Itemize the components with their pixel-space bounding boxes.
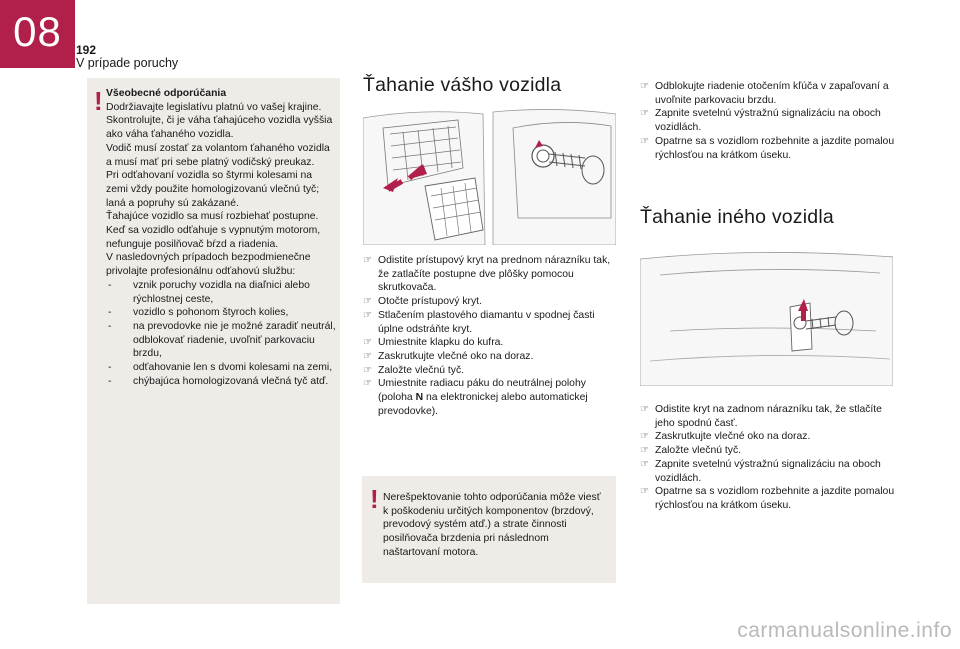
list-item: ☞ Odistite kryt na zadnom nárazníku tak, že stlačíte jeho spodnú časť. (640, 404, 882, 429)
paragraph: Pri odťahovaní vozidla so štyrmi kolesami na zemi vždy použite homologizovanú vlečnú tyč; laná a popruhy sú zakázané. (106, 170, 320, 209)
list-item: - chýbajúca homologizovaná vlečná tyč atď. (108, 375, 329, 387)
list-item: ☞ Zaskrutkujte vlečné oko na doraz. (640, 431, 811, 443)
list-item: ☞ Zaskrutkujte vlečné oko na doraz. (363, 350, 534, 362)
tow-other-vehicle-heading: Ťahanie iného vozidla (640, 206, 834, 228)
list-item: ☞ Opatrne sa s vozidlom rozbehnite a jazdite pomalou rýchlosťou na krátkom úseku. (640, 486, 895, 511)
tow-other-steps (640, 403, 898, 513)
tow-own-warning-text: Nerešpektovanie tohto odporúčania môže viesť k poškodeniu určitých komponentov (brzdový, prevodový systém atď.) a strate činnosti posilňovača brzdenia pri následnom naštartovaní motora. (383, 492, 601, 558)
section-title: V prípade poruchy (76, 56, 179, 70)
list-item: ☞ Umiestnite klapku do kufra. (363, 337, 504, 349)
paragraph: V nasledovných prípadoch bezpodmienečne privolajte profesionálnu odťahovú službu: (106, 252, 311, 278)
tow-own-steps-continued (640, 80, 898, 162)
list-item: ☞ Založte vlečnú tyč. (640, 445, 742, 457)
hand-pointer-icon: ☞ (640, 108, 649, 120)
hand-pointer-icon: ☞ (363, 296, 372, 308)
paragraph: Vodič musí zostať za volantom ťahaného vozidla a musí mať pri sebe platný vodičský preukaz. (106, 142, 330, 168)
list-item: ☞ Zapnite svetelnú výstražnú signalizáciu na oboch vozidlách. (640, 108, 881, 134)
rear-tow-eye-drawing (640, 251, 893, 386)
paragraph: Keď sa vozidlo odťahuje s vypnutým motorom, nefunguje posilňovač bŕzd a riadenia. (106, 225, 321, 250)
hand-pointer-icon: ☞ (640, 445, 649, 457)
list-item: ☞ Umiestnite radiacu páku do neutrálnej polohy (poloha N na elektronickej alebo automatickej prevodovke). (363, 378, 588, 417)
exclamation-icon: ! (94, 86, 103, 116)
hand-pointer-icon: ☞ (363, 309, 372, 321)
hand-pointer-icon: ☞ (363, 337, 372, 349)
list-item: ☞ Otočte prístupový kryt. (363, 296, 482, 308)
list-item: ☞ Odblokujte riadenie otočením kľúča v zapaľovaní a uvoľnite parkovaciu brzdu. (640, 81, 889, 106)
front-tow-eye-drawing (363, 108, 616, 245)
list-item: ☞ Založte vlečnú tyč. (363, 364, 465, 376)
list-item: - odťahovanie len s dvomi kolesami na zemi, (108, 362, 333, 374)
hand-pointer-icon: ☞ (363, 350, 372, 362)
hand-pointer-icon: ☞ (363, 364, 372, 376)
paragraph: Skontrolujte, či je váha ťahajúceho vozidla vyššia ako váha ťahaného vozidla. (106, 115, 333, 141)
list-item: ☞ Odistite prístupový kryt na prednom nárazníku tak, že zatlačíte postupne dve plôšky pomocou skrutkovača. (363, 255, 611, 294)
page-number: 192 (76, 43, 97, 57)
chapter-number: 08 (13, 8, 62, 55)
exclamation-icon: ! (370, 484, 379, 514)
hand-pointer-icon: ☞ (640, 486, 649, 498)
hand-pointer-icon: ☞ (640, 404, 649, 415)
list-item: - na prevodovke nie je možné zaradiť neutrál, odblokovať riadenie, uvoľniť parkovaciu brzdu, (108, 320, 336, 360)
chapter-tab (0, 0, 75, 68)
hand-pointer-icon: ☞ (640, 81, 649, 92)
tow-own-steps (363, 254, 615, 418)
list-item: - vznik poruchy vozidla na diaľnici alebo rýchlostnej ceste, (108, 279, 310, 305)
hand-pointer-icon: ☞ (363, 255, 372, 266)
general-recommendations-title: Všeobecné odporúčania (106, 88, 227, 99)
general-recommendations-box (87, 78, 340, 604)
paragraph: Ťahajúce vozidlo sa musí rozbiehať postupne. (106, 211, 319, 223)
list-item: - vozidlo s pohonom štyroch kolies, (108, 307, 289, 319)
list-item: ☞ Opatrne sa s vozidlom rozbehnite a jazdite pomalou rýchlosťou na krátkom úseku. (640, 135, 895, 161)
professional-service-list (106, 279, 336, 389)
tow-own-warning-box (362, 476, 616, 583)
hand-pointer-icon: ☞ (640, 458, 649, 470)
hand-pointer-icon: ☞ (363, 378, 372, 390)
tow-own-vehicle-heading: Ťahanie vášho vozidla (363, 74, 562, 96)
hand-pointer-icon: ☞ (640, 431, 649, 443)
list-item: ☞ Stlačením plastového diamantu v spodnej časti úplne odstráňte kryt. (363, 309, 595, 335)
hand-pointer-icon: ☞ (640, 135, 649, 147)
list-item: ☞ Zapnite svetelnú výstražnú signalizáciu na oboch vozidlách. (640, 458, 881, 484)
watermark: carmanualsonline.info (737, 619, 952, 642)
front-bumper-illustration (363, 108, 616, 245)
rear-bumper-illustration (640, 251, 893, 386)
paragraph: Dodržiavajte legislatívu platnú vo vašej krajine. (106, 101, 322, 113)
